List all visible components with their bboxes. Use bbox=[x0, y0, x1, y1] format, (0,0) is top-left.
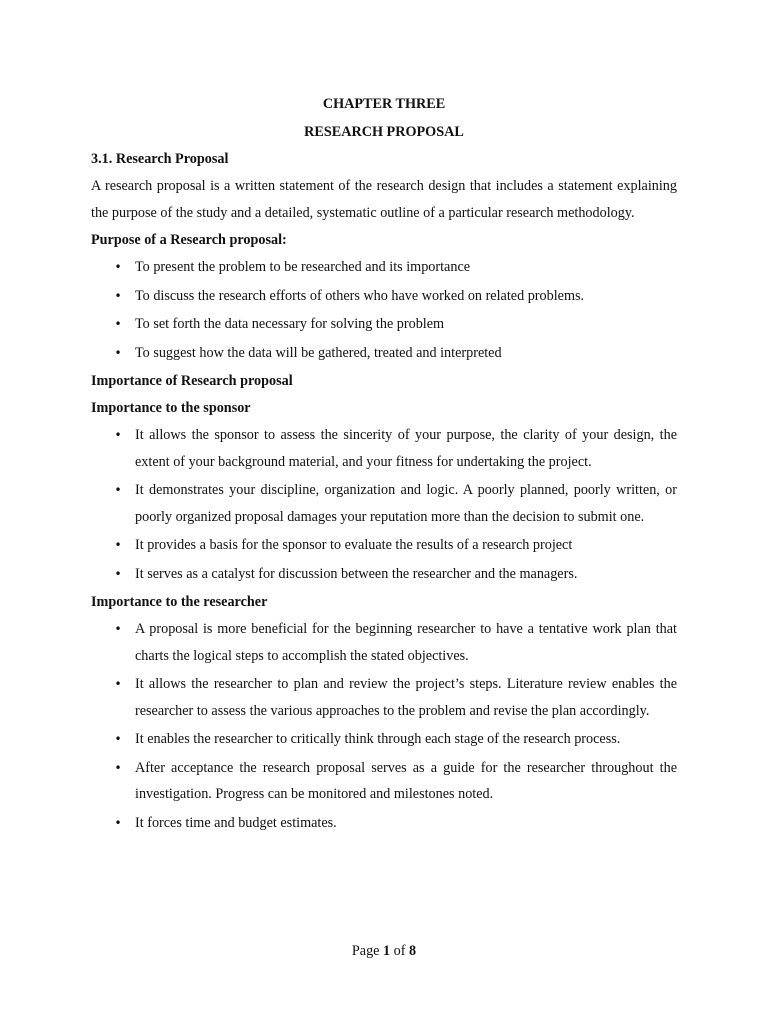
bullet-icon: • bbox=[114, 566, 122, 581]
page-total: 8 bbox=[409, 943, 417, 959]
intro-paragraph: A research proposal is a written statement of the research design that includes a statement explaining the purpose of the study and a detailed, systematic outline of a particular research methodology. bbox=[91, 178, 677, 221]
list-item: • It serves as a catalyst for discussion between the researcher and the managers. bbox=[91, 561, 677, 588]
bullet-icon: • bbox=[114, 732, 122, 746]
purpose-list bbox=[91, 254, 677, 366]
sponsor-list bbox=[91, 422, 677, 587]
bullet-icon: • bbox=[114, 428, 122, 442]
list-item: • A proposal is more beneficial for the beginning researcher to have a tentative work plan that charts the logical steps to accomplish the stated objectives. bbox=[91, 616, 677, 669]
bullet-icon: • bbox=[114, 483, 122, 497]
list-item: • It demonstrates your discipline, organization and logic. A poorly planned, poorly written, or poorly organized proposal damages your reputation more than the decision to submit one. bbox=[91, 477, 677, 530]
list-item: • It allows the researcher to plan and review the project’s steps. Literature review enables the researcher to assess the various approaches to the problem and revise the plan accordingly. bbox=[91, 671, 677, 724]
researcher-heading: Importance to the researcher bbox=[91, 594, 268, 610]
list-item: • It provides a basis for the sponsor to evaluate the results of a research project bbox=[91, 532, 677, 559]
page-footer bbox=[0, 940, 768, 962]
bullet-icon: • bbox=[114, 815, 122, 830]
bullet-icon: • bbox=[114, 288, 122, 303]
section-heading: 3.1. Research Proposal bbox=[91, 151, 229, 167]
bullet-icon: • bbox=[114, 345, 122, 360]
list-item: • To set forth the data necessary for solving the problem bbox=[91, 311, 677, 338]
list-item: • It enables the researcher to critically think through each stage of the research process. bbox=[91, 726, 677, 753]
bullet-icon: • bbox=[114, 260, 122, 274]
purpose-heading: Purpose of a Research proposal: bbox=[91, 232, 287, 248]
bullet-icon: • bbox=[114, 317, 122, 331]
page-current: 1 bbox=[383, 943, 391, 959]
importance-heading: Importance of Research proposal bbox=[91, 373, 293, 389]
list-item: • It allows the sponsor to assess the sincerity of your purpose, the clarity of your design, the extent of your background material, and your fitness for undertaking the project. bbox=[91, 422, 677, 475]
list-item: • To discuss the research efforts of others who have worked on related problems. bbox=[91, 283, 677, 310]
chapter-title: CHAPTER THREE bbox=[322, 96, 446, 112]
list-item: • To suggest how the data will be gathered, treated and interpreted bbox=[91, 340, 677, 367]
bullet-icon: • bbox=[114, 760, 122, 775]
bullet-icon: • bbox=[114, 538, 122, 552]
list-item: • It forces time and budget estimates. bbox=[91, 810, 677, 837]
of-word: of bbox=[393, 943, 406, 959]
bullet-icon: • bbox=[114, 677, 122, 691]
page-word: Page bbox=[351, 943, 380, 959]
list-item: • After acceptance the research proposal serves as a guide for the researcher throughout the investigation. Progress can be monitored and milestones noted. bbox=[91, 755, 677, 808]
list-item: • To present the problem to be researched and its importance bbox=[91, 254, 677, 281]
researcher-list bbox=[91, 616, 677, 836]
sponsor-heading: Importance to the sponsor bbox=[91, 400, 251, 416]
document-body bbox=[91, 92, 677, 838]
chapter-subtitle: RESEARCH PROPOSAL bbox=[304, 124, 464, 140]
bullet-icon: • bbox=[114, 622, 122, 636]
